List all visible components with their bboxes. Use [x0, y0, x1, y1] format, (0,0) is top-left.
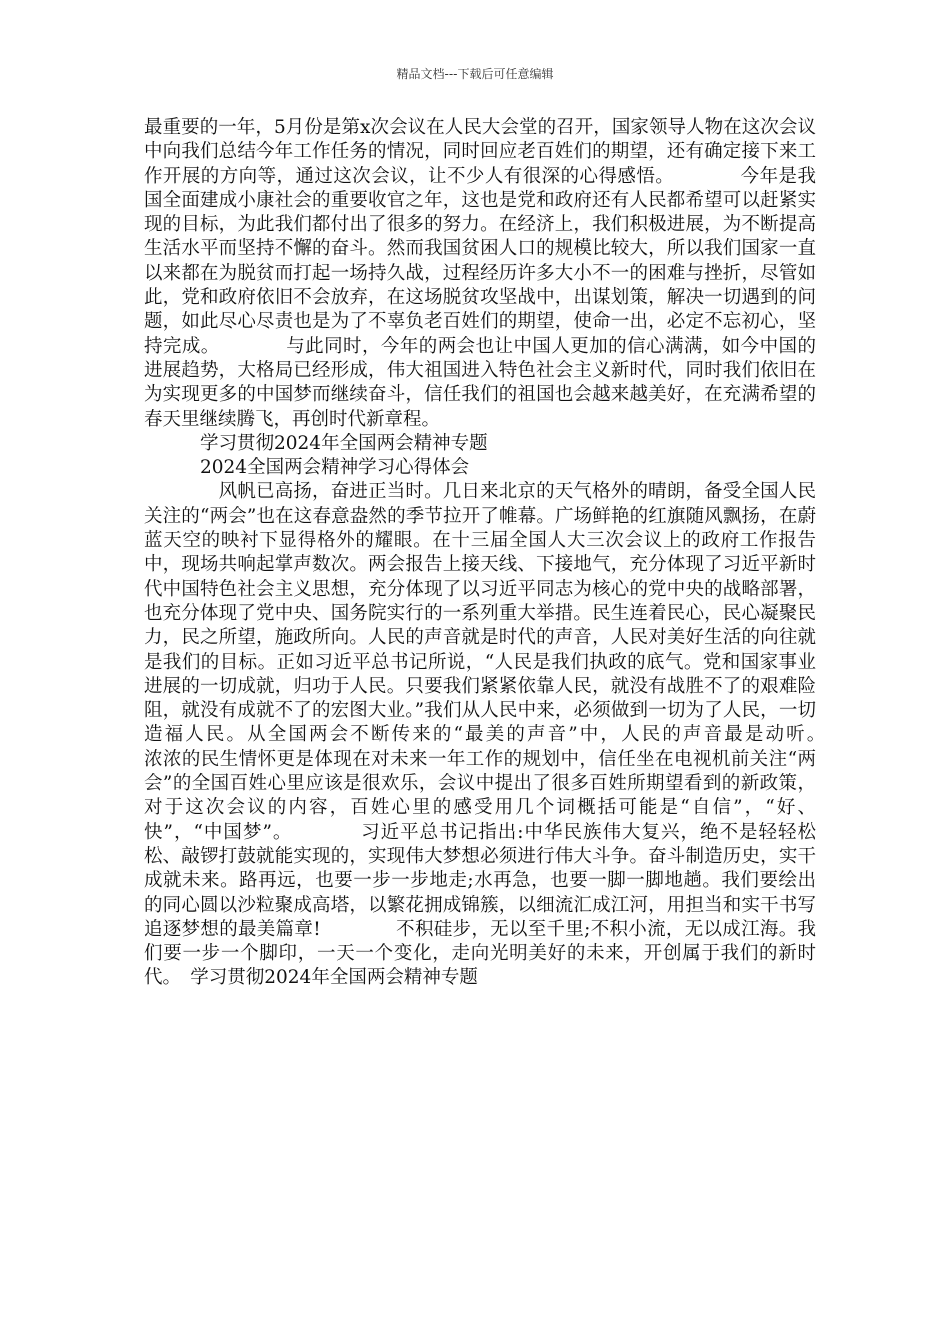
paragraph-2: 风帆已高扬，奋进正当时。几日来北京的天气格外的晴朗，备受全国人民关注的“两会”也在这春意盎然的季节拉开了帷幕。广场鲜艳的红旗随风飘扬，在蔚蓝天空的映衬下显得格外的耀眼。在十三届全国人大三次会议上的政府工作报告中，现场共响起掌声数次。两会报告上接天线、下接地气，充分体现了习近平新时代中国特色社会主义思想，充分体现了以习近平同志为核心的党中央的战略部署，也充分体现了党中央、国务院实行的一系列重大举措。民生连着民心，民心凝聚民力，民之所望，施政所向。人民的声音就是时代的声音，人民对美好生活的向往就是我们的目标。正如习近平总书记所说，“人民是我们执政的底气。党和国家事业进展的一切成就，归功于人民。只要我们紧紧依靠人民，就没有战胜不了的艰难险阻，就没有成就不了的宏图大业。”我们从人民中来，必须做到一切为了人民，一切造福人民。从全国两会不断传来的“最美的声音”中，人民的声音最是动听。 浓浓的民生情怀更是体现在对未来一年工作的规划中，信任坐在电视机前关注“两会”的全国百姓心里应该是很欢乐，会议中提出了很多百姓所期望看到的新政策，对于这次会议的内容，百姓心里的感受用几个词概括可能是“自信”，“好、快”，“中国梦”。 习近平总书记指出:中华民族伟大复兴，绝不是轻轻松松、敲锣打鼓就能实现的，实现伟大梦想必须进行伟大斗争。奋斗制造历史，实干成就未来。路再远，也要一步一步地走;水再急，也要一脚一脚地趟。我们要绘出的同心圆以沙粒聚成高塔，以繁花拥成锦簇，以细流汇成江河，用担当和实干书写追逐梦想的最美篇章! 不积硅步，无以至千里;不积小流，无以成江海。我们要一步一个脚印，一天一个变化，走向光明美好的未来，开创属于我们的新时代。 学习贯彻2024年全国两会精神专题	[144, 481, 891, 989]
page-header: 精品文档---下载后可任意编辑	[396, 67, 554, 81]
section-heading-1: 学习贯彻2024年全国两会精神专题	[200, 432, 488, 454]
section-heading-2: 2024全国两会精神学习心得体会	[200, 457, 470, 479]
paragraph-1: 最重要的一年，5月份是第x次会议在人民大会堂的召开，国家领导人物在这次会议中向我们总结今年工作任务的情况，同时回应老百姓们的期望，还有确定接下来工作开展的方向等，通过这次会议，让不少人有很深的心得感悟。 今年是我国全面建成小康社会的重要收官之年，这也是党和政府还有人民都希望可以赶紧实现的目标，为此我们都付出了很多的努力。在经济上，我们积极进展，为不断提高生活水平而坚持不懈的奋斗。然而我国贫困人口的规模比较大，所以我们国家一直以来都在为脱贫而打起一场持久战，过程经历许多大小不一的困难与挫折，尽管如此，党和政府依旧不会放弃，在这场脱贫攻坚战中，出谋划策，解决一切遇到的问题，如此尽心尽责也是为了不辜负老百姓们的期望，使命一出，必定不忘初心，坚持完成。 与此同时，今年的两会也让中国人更加的信心满满，如今中国的进展趋势，大格局已经形成，伟大祖国进入特色社会主义新时代，同时我们依旧在为实现更多的中国梦而继续奋斗，信任我们的祖国也会越来越美好，在充满希望的春天里继续腾飞，再创时代新章程。	[144, 117, 816, 430]
document-body	[144, 116, 891, 991]
